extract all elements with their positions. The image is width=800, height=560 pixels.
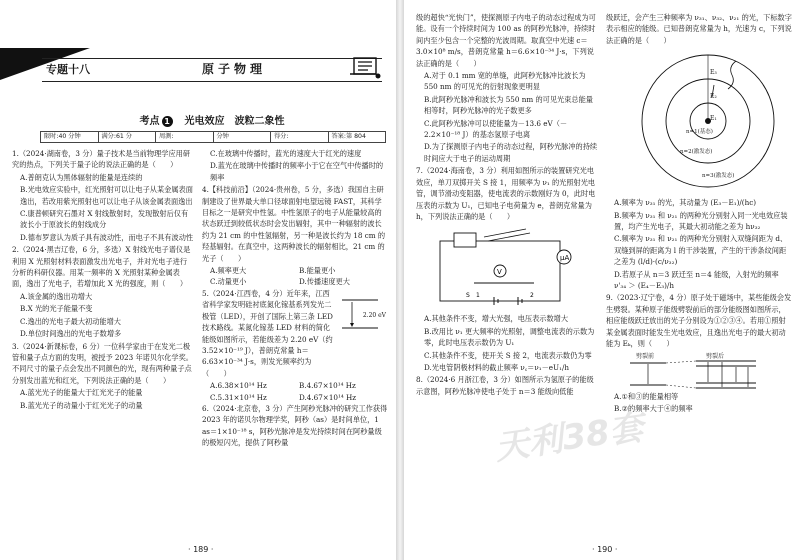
- option-2a: A.该金属的逸出功增大: [20, 291, 93, 301]
- option-5b: B.4.67×10¹⁴ Hz: [299, 381, 356, 391]
- week-field: 周测:: [156, 132, 214, 142]
- question-7: 7.（2024·海南卷，3 分）利用如图所示的装置研究光电效应，单刀双掷开关 S 接 1，用频率为 ν₁ 的光照射光电管，调节滑动变阻器，使电流表的示数刚好为 0，此时电压表的示数为 U₁，已知电子电荷量为 e，普朗克常量为 h，下列说法正确的是（ ）: [416, 166, 596, 221]
- option-9a: A.①和③的能量相等: [614, 391, 679, 401]
- option-1d: D.德布罗意认为质子具有波动性，而电子不具有波动性: [20, 232, 194, 242]
- question-6: 6.（2024·北京卷，3 分）产生阿秒光脉冲的研究工作获得 2023 年的诺贝尔物理学奖，阿秒（as）是时间单位，1 as＝1×10⁻¹⁸ s，阿秒光脉冲是发光持续时间在阿秒量级的极短闪光，提供了阿秒量: [202, 403, 388, 448]
- option-4a: A.频率更大: [210, 266, 247, 276]
- question-5-block: [202, 288, 388, 379]
- option-7d: D.光电管阴极材料的截止频率 ν꜀＝ν₁－eU₁/h: [424, 362, 570, 372]
- page-number-right: · 190 ·: [592, 545, 618, 554]
- energy-gap-label: 2.20 eV: [362, 311, 386, 319]
- left-column-2: [202, 148, 388, 450]
- question-8-cont: 级跃迁，会产生三种频率为 ν₃₁、ν₃₂、ν₂₁ 的光，下标数字表示相应的能级。已知普朗克常量为 h，光速为 c，下列说法正确的是（ ）: [606, 13, 792, 45]
- question-5: 5.（2024·江西卷，4 分）近年来，江西省科学家发明硅衬底氮化镓基系列发光二极管（LED），开创了国际上第三条 LED 技术路线。某氮化镓基 LED 材料的简化能级如图所示，若能级差为 2.20 eV（约 3.52×10⁻¹⁹ J），普朗克常量 h＝6.63×10⁻³⁴ J·s，则发光频率约为（ ）: [202, 288, 333, 378]
- svg-text:1: 1: [476, 292, 480, 300]
- book-gutter: [396, 0, 404, 560]
- option-8c: C.频率为 ν₃₁ 和 ν₂₁ 的两种光分别射入双缝间距为 d、双缝到屏的距离为 l 的干涉装置，产生的干涉条纹间距之差为 (l/d)·(c/ν₃₂): [614, 234, 788, 267]
- svg-text:V: V: [497, 268, 502, 277]
- option-3c: C.在玻璃中传播时，蓝光的速度大于红光的速度: [210, 149, 362, 158]
- option-3d: D.蓝光在玻璃中传播时的频率小于它在空气中传播时的频率: [210, 161, 384, 182]
- question-9: 9.（2023·辽宁卷，4 分）原子处于磁场中，某些能级会发生劈裂。某种原子能级劈裂前后的部分能级图如图所示，相应能级跃迁放出的光子分别设为①②③④。若用①照射某金属表面时能发生光电效应，且逸出光电子的最大初动能为 Eₖ，则（ ）: [606, 293, 792, 349]
- option-3b: B.蓝光光子的动量小于红光光子的动量: [20, 400, 143, 410]
- option-4c: C.动量更小: [210, 277, 247, 287]
- label-n3: n=3(激发态): [702, 173, 735, 180]
- options-4: [202, 265, 388, 288]
- chapter-title: 原子物理: [202, 62, 267, 76]
- watermark-logo: 天利38套: [492, 407, 646, 469]
- option-7c: C.其他条件不变，使开关 S 接 2，电流表示数仍为零: [424, 350, 592, 360]
- option-1c: C.康普顿研究石墨对 X 射线散射时，发现散射后仅有波长小于原波长的射线成分: [20, 209, 189, 230]
- option-1b: B.光电效应实验中，红光照射可以让电子从某金属表面逸出，若改用紫光照射也可以让电子从该金属表面逸出: [20, 185, 193, 206]
- left-column-1: [12, 148, 194, 412]
- answer-ref: 答案:第 804: [331, 133, 366, 140]
- right-column-2: [606, 12, 792, 415]
- score-field: 得分:: [271, 132, 329, 142]
- minutes-field: 分钟: [214, 132, 272, 142]
- option-8d: D.若原子从 n＝3 跃迁至 n＝4 能级，入射光的频率 ν'₃₄ ＞ (E₄－E₃)/h: [614, 269, 779, 291]
- option-5c: C.5.31×10¹⁴ Hz: [210, 392, 267, 402]
- page-number-left: · 189 ·: [188, 545, 214, 554]
- knowledge-point-title: [40, 112, 384, 127]
- option-7a: A.其他条件不变，增大光强，电压表示数增大: [424, 314, 569, 324]
- circuit-diagram: [434, 227, 584, 309]
- right-column-1: [416, 12, 600, 398]
- option-6d: D.为了探测原子内电子的动态过程，阿秒光脉冲的持续时间应大于电子的运动周期: [424, 142, 598, 163]
- option-6a: A.对于 0.1 mm 宽的单缝，此阿秒光脉冲比波长为 550 nm 的可见光的衍射现象更明显: [424, 71, 586, 92]
- time-limit: 限时:40 分钟: [41, 132, 99, 142]
- option-9b: B.②的频率大于④的频率: [614, 403, 693, 413]
- option-2c: C.逸出的光电子最大初动能增大: [20, 316, 121, 326]
- option-6c: C.此阿秒光脉冲可以使能量为－13.6 eV（－2.2×10⁻¹⁸ J）的基态氢原子电离: [424, 118, 568, 140]
- chapter-header: [42, 32, 382, 92]
- kp-number: 1: [162, 116, 173, 127]
- question-4: 4.【科技前沿】（2024·贵州卷，5 分，多选）我国自主研制建设了世界最大单口径球面射电望远镜 FAST，其科学目标之一是研究中性氢。中性氢原子的电子从能量较高的状态跃迁到较低状态时会发出辐射，其中一种辐射的波长约为 21 cm 的中性氢辐射，另一种是波长约为 18 cm 的羟基辐射。在真空中，这两种波长的辐射相比，21 cm 的光子（ ）: [202, 185, 386, 263]
- option-5d: D.4.67×10¹⁴ Hz: [299, 392, 357, 402]
- svg-text:μA: μA: [560, 254, 570, 263]
- kp-title: 光电效应 波粒二象性: [184, 116, 285, 127]
- atom-device-icon: [348, 50, 382, 80]
- label-e2: E₂: [710, 93, 717, 101]
- photoelectric-circuit-figure: [416, 223, 600, 313]
- question-1: 1.（2024·湖南卷，3 分）量子技术是当前物理学应用研究的热点，下列关于量子论的说法正确的是（ ）: [12, 149, 191, 170]
- question-2: 2.（2024·黑吉辽卷，6 分，多选）X 射线光电子谱仪是利用 X 光照射材料表面激发出光电子，并对光电子进行分析的科研仪器。用某一频率的 X 光照射某种金属表面，逸出了光电子，若增加此 X 光的强度，则（ ）: [12, 245, 191, 289]
- option-4b: B.能量更小: [299, 266, 336, 276]
- option-5a: A.6.38×10¹⁴ Hz: [210, 381, 267, 391]
- label-e3: E₃: [710, 69, 717, 77]
- level-split-figure: [606, 351, 792, 391]
- option-1a: A.普朗克认为黑体辐射的能量是连续的: [20, 172, 143, 182]
- option-6b: B.此阿秒光脉冲和波长为 550 nm 的可见光束总能量相等时，阿秒光脉冲的光子数更多: [424, 94, 593, 116]
- option-8a: A.频率为 ν₃₁ 的光，其动量为 (E₃－E₁)/(hc): [614, 198, 757, 208]
- label-e1: E₁: [710, 115, 717, 123]
- question-3: 3.（2024·新课标卷，6 分）一位科学家由于在发光二极管和量子点方面的发明，被授予 2023 年诺贝尔化学奖。不同尺寸的量子点会发出不同颜色的光，现有两种量子点分别发出蓝光和红光，下列说法正确的是（ ）: [12, 341, 193, 385]
- svg-text:2: 2: [530, 292, 534, 300]
- question-6-cont: 级的超快“光快门”，使探测原子内电子的动态过程成为可能。设有一个持续时间为 100 as 的阿秒光脉冲，持续时间内至少包含一个完整的光波周期。取真空中光速 c＝3.0×10⁸ m/s，普朗克常量 h＝6.6×10⁻³⁴ J·s，下列说法正确的是（ ）: [416, 13, 596, 68]
- label-after-split: 劈裂后: [706, 352, 725, 360]
- option-8b: B.频率为 ν₃₁ 和 ν₂₁ 的两种光分别射入同一光电效应装置，均产生光电子，其最大初动能之差为 hν₃₂: [614, 210, 788, 232]
- left-page: [0, 0, 396, 560]
- option-7b: B.改用比 ν₁ 更大频率的光照射，调整电流表的示数为零，此时电压表示数仍为 U₁: [424, 326, 595, 348]
- meta-bar: [40, 131, 386, 143]
- option-3a: A.蓝光光子的能量大于红光光子的能量: [20, 388, 143, 398]
- kp-prefix: 考点: [139, 116, 160, 127]
- question-8: 8.（2024·6 月浙江卷，3 分）如图所示为氢原子的能级示意图，阿秒光脉冲使电子处于 n＝3 能级向低能: [416, 375, 594, 396]
- options-5: [202, 380, 388, 403]
- label-n1: n=1(基态): [686, 129, 713, 136]
- orbit-diagram: [638, 51, 778, 191]
- option-2b: B.X 光的光子能量不变: [20, 304, 93, 314]
- label-before-split: 劈裂前: [636, 352, 655, 360]
- hydrogen-orbit-figure: [606, 47, 792, 197]
- chapter-number: 专题十八: [46, 63, 90, 76]
- split-levels-diagram: [626, 359, 766, 391]
- label-n2: n=2(激发态): [680, 149, 713, 156]
- option-4d: D.传播速度更大: [299, 277, 350, 287]
- right-page: [404, 0, 800, 560]
- option-2d: D.单位时间逸出的光电子数增多: [20, 329, 122, 339]
- full-score: 满分:61 分: [99, 132, 157, 142]
- svg-text:S: S: [466, 292, 470, 300]
